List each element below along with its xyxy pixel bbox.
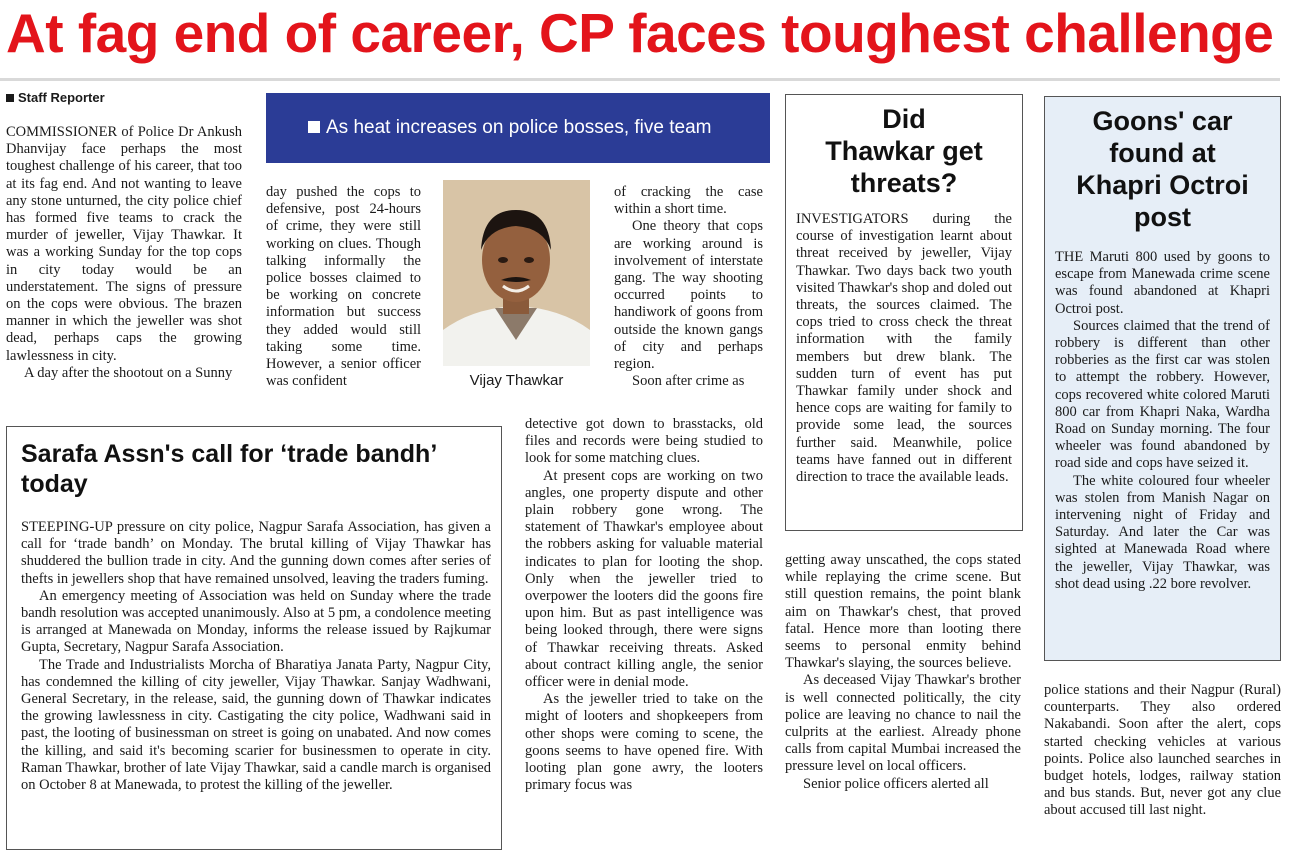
paragraph: The Trade and Industrialists Morcha of Bharatiya Janata Party, Nagpur City, has condemned the killing of city jeweller, Vijay Thawkar. Sanjay Wadhwani, General Secretary, in the release, said, the gunning down of Thawkar indicates the growing lawlessness in city. Castigating the city police, Wadhwani said in past, the looting of businessman on street is going on unabated. And now comes the killing, and said it's becoming scarier for businessmen to operate in city. Raman Thawkar, brother of late Vijay Thawkar, said a candle march is organised on October 8 at Manewada, to protest the killing of the jeweller. <box>21 656 491 794</box>
sarafa-headline: Sarafa Assn's call for ‘trade bandh’ today <box>21 440 436 498</box>
headline-rule <box>0 78 1280 81</box>
threats-sidebar <box>785 94 1023 531</box>
paragraph: STEEPING-UP pressure on city police, Nagpur Sarafa Association, has given a call for ‘trade bandh’ on Monday. The brutal killing of Vijay Thawkar has shuddered the bullion trade in city. And the gunning down comes after series of thefts in jewellers shop that have remained unsolved, leaving the traders fuming. <box>21 519 491 587</box>
paragraph: An emergency meeting of Association was held on Sunday where the trade bandh resolution was accepted unanimously. Also at 5 pm, a condolence meeting is arranged at Manewada on Monday, informs the release issued by Rajkumar Gupta, Secretary, Nagpur Sarafa Association. <box>21 587 491 656</box>
paragraph: day pushed the cops to defensive, post 24-hours of crime, they were still working on clues. Though talking informally the police bosses claimed to be working on concrete information but success they added would still taking some time. However, a senior officer was confident <box>266 184 421 390</box>
paragraph: Soon after crime as <box>632 373 745 390</box>
paragraph: COMMISSIONER of Police Dr Ankush Dhanvijay face perhaps the most toughest challenge of his career, that too at its fag end. And not wanting to leave any stone unturned, the city police chief has formed five teams to crack the murder of jeweller, Vijay Thawkar. It was a working Sunday for the top cops in city today would be an understatement. The signs of pressure on the cops were obvious. The brazen manner in which the jeweller was shot dead, perhaps caps the growing lawlessness in city. <box>6 124 242 364</box>
paragraph: getting away unscathed, the cops stated while replaying the crime scene. But still question remains, the point blank aim on Thawkar's chest, that proved fatal. Hence more than looting there seems to personal enmity behind Thawkar's slaying, the sources believe. <box>785 552 1021 672</box>
portrait-photo <box>443 180 590 366</box>
paragraph: As deceased Vijay Thawkar's brother is well connected politically, the city police are leaving no chance to nail the culprits at the earliest. Already phone calls from capital Mumbai increased the pressure level on local officers. <box>785 672 1021 775</box>
main-column-2 <box>266 184 421 390</box>
byline-text: Staff Reporter <box>18 90 105 105</box>
sarafa-story <box>6 426 502 850</box>
goons-body <box>1055 249 1270 593</box>
paragraph: As the jeweller tried to take on the might of looters and shopkeepers from other shops were coming to scene, the goons seems to have opened fire. With looting plan gone awry, the looters primary focus was <box>525 691 763 794</box>
goons-sidebar <box>1044 96 1281 661</box>
deck-banner <box>266 93 770 163</box>
main-column-1 <box>6 124 242 382</box>
byline <box>6 90 105 105</box>
paragraph: INVESTIGATORS during the course of investigation learnt about threat received by jeweller, Vijay Thawkar. Two days back two youth visited Thawkar's shop and doled out threats, the sources claimed. The cops tried to cross check the threat information with the family members but drew blank. The sudden turn of event has put Thawkar family under shock and hence cops are waiting for family to provide some lead, the sources further said. Meanwhile, police teams have fanned out in different direction to trace the available leads. <box>796 211 1012 486</box>
deck-text: As heat increases on police bosses, five team <box>326 117 712 138</box>
paragraph: THE Maruti 800 used by goons to escape from Manewada crime scene was found abandoned at Khapri Octroi post. <box>1055 249 1270 317</box>
paragraph: detective got down to brasstacks, old files and records were being studied to look for some matching clues. <box>525 416 763 467</box>
main-column-4 <box>785 552 1021 793</box>
paragraph: One theory that cops are working around is involvement of interstate gang. The way shooting occurred points to handiwork of goons from outside the known gangs of city and perhaps region. <box>614 218 763 373</box>
paragraph: Senior police officers alerted all <box>803 775 989 792</box>
paragraph: police stations and their Nagpur (Rural) counterparts. They also ordered Nakabandi. Soon after the alert, cops started checking vehicles at various points. Police also launched searches in budget hotels, lodges, railway station and bus stands. But, never got any clue about accused till last night. <box>1044 682 1281 819</box>
threats-body <box>796 211 1012 486</box>
main-column-3 <box>614 184 763 390</box>
paragraph: A day after the shootout on a Sunny <box>24 364 233 381</box>
main-column-3-lower <box>525 416 763 794</box>
threats-headline: Did Thawkar get threats? <box>825 104 983 198</box>
paragraph: The white coloured four wheeler was stolen from Manish Nagar on intervening night of Friday and Saturday. And later the Car was sighted at Manewada Road where the jeweller, Vijay Thawkar, was shot dead using .22 bore revolver. <box>1055 472 1270 592</box>
bullet-square-icon <box>308 121 320 133</box>
sarafa-body <box>21 519 491 794</box>
paragraph: of cracking the case within a short time. <box>614 184 763 218</box>
headline: At fag end of career, CP faces toughest challenge <box>6 2 1274 64</box>
photo-caption: Vijay Thawkar <box>469 372 564 389</box>
main-column-5 <box>1044 682 1281 820</box>
bullet-square-icon <box>6 94 14 102</box>
goons-headline: Goons' car found at Khapri Octroi post <box>1076 106 1249 232</box>
portrait-illustration <box>443 180 590 366</box>
paragraph: Sources claimed that the trend of robbery is different than other robberies as the first car was stolen to attempt the robbery. However, cops recovered white colored Maruti 800 car from Khapri Naka, Wardha Road on Sunday morning. The four wheeler was found abandoned by road side and cops have seized it. <box>1055 317 1270 472</box>
paragraph: At present cops are working on two angles, one property dispute and other plain robbery gone wrong. The statement of Thawkar's employee about the robbers asking for valuable material indicates to plan for looting the shop. Only when the jeweller tried to overpower the looters did the goons fire upon him. But as past intelligence was being looked through, there were signs of Thawkar receiving threats. Asked about contract killing angle, the senior officer were in denial mode. <box>525 467 763 691</box>
